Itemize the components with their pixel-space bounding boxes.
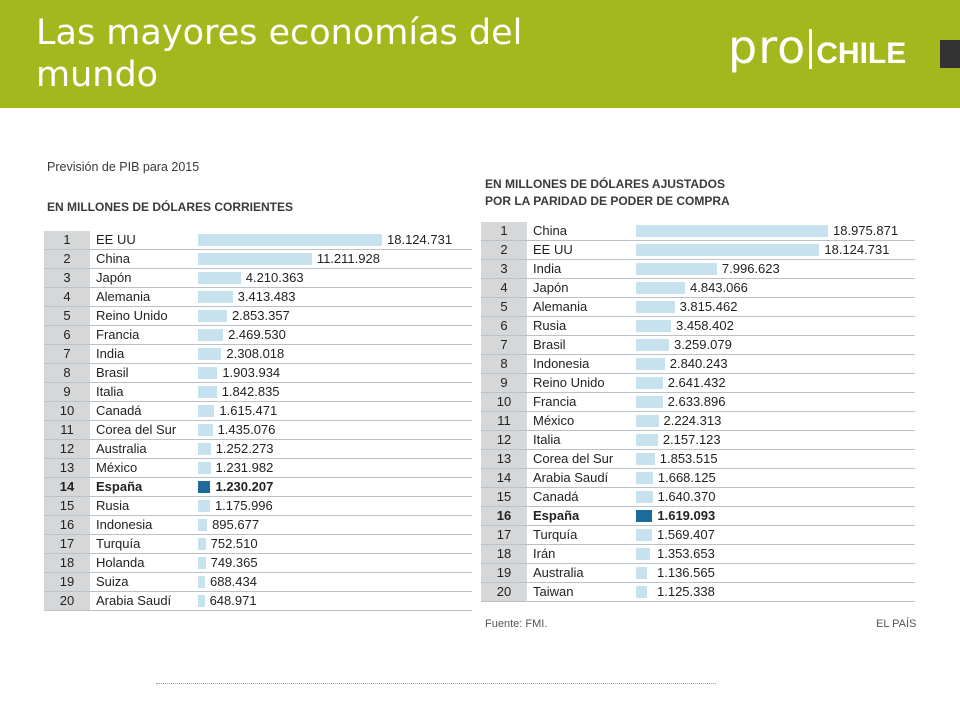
category-label: Italia xyxy=(533,432,561,447)
rank-label: 15 xyxy=(481,488,527,506)
bar xyxy=(198,576,205,588)
bar xyxy=(636,263,717,275)
value-label: 749.365 xyxy=(210,555,258,570)
rank-label: 16 xyxy=(481,507,527,525)
footer-divider xyxy=(156,683,716,684)
value-label: 2.641.432 xyxy=(667,375,726,390)
chart2-row xyxy=(481,260,915,279)
chart1-title: Previsión de PIB para 2015 xyxy=(47,160,200,174)
category-label: Suiza xyxy=(96,574,129,589)
category-label: EE UU xyxy=(533,242,573,257)
value-label: 2.853.357 xyxy=(231,308,290,323)
bar xyxy=(198,253,312,265)
category-label: Alemania xyxy=(533,299,588,314)
value-label: 18.124.731 xyxy=(387,232,453,247)
rank-label: 8 xyxy=(481,355,527,373)
value-label: 1.252.273 xyxy=(215,441,274,456)
rank-label: 9 xyxy=(481,374,527,392)
value-label: 3.458.402 xyxy=(675,318,734,333)
rank-label: 3 xyxy=(44,269,90,287)
rank-label: 1 xyxy=(44,231,90,249)
rank-label: 14 xyxy=(481,469,527,487)
rank-label: 14 xyxy=(44,478,90,496)
value-label: 895.677 xyxy=(212,517,260,532)
category-label: EE UU xyxy=(96,232,136,247)
publisher-credit: EL PAÍS xyxy=(876,618,917,630)
rank-label: 4 xyxy=(44,288,90,306)
rank-label: 5 xyxy=(481,298,527,316)
value-label: 7.996.623 xyxy=(721,261,780,276)
bar xyxy=(198,367,217,379)
bar xyxy=(636,548,650,560)
chart1-row xyxy=(44,592,472,611)
category-label: México xyxy=(96,460,138,475)
bar xyxy=(198,443,211,455)
rank-label: 6 xyxy=(481,317,527,335)
chart1-row xyxy=(44,307,472,326)
rank-label: 10 xyxy=(481,393,527,411)
bar xyxy=(636,244,819,256)
value-label: 1.353.653 xyxy=(657,546,715,561)
bar xyxy=(636,396,663,408)
value-label: 1.619.093 xyxy=(657,508,716,523)
chart2-row xyxy=(481,374,915,393)
chart2-table xyxy=(481,222,915,602)
category-label: España xyxy=(96,479,143,494)
category-label: Arabia Saudí xyxy=(533,470,609,485)
category-label: Australia xyxy=(96,441,147,456)
chart1-row xyxy=(44,554,472,573)
rank-label: 12 xyxy=(44,440,90,458)
chart2-row xyxy=(481,298,915,317)
rank-label: 13 xyxy=(44,459,90,477)
rank-label: 20 xyxy=(44,592,90,610)
chart2-row xyxy=(481,222,915,241)
chart2-row xyxy=(481,431,915,450)
category-label: Irán xyxy=(533,546,556,561)
chart1-row xyxy=(44,497,472,516)
category-label: China xyxy=(533,223,567,238)
category-label: España xyxy=(533,508,580,523)
logo-chile-text: CHILE xyxy=(816,37,907,70)
bar xyxy=(636,225,828,237)
category-label: Turquía xyxy=(96,536,141,551)
rank-label: 17 xyxy=(44,535,90,553)
bar xyxy=(636,586,647,598)
source-note: Fuente: FMI. xyxy=(485,618,548,630)
bar xyxy=(636,282,685,294)
chart2-row xyxy=(481,488,915,507)
category-label: Holanda xyxy=(96,555,145,570)
bar xyxy=(636,377,663,389)
bar xyxy=(636,339,669,351)
category-label: Arabia Saudí xyxy=(96,593,172,608)
rank-label: 5 xyxy=(44,307,90,325)
value-label: 752.510 xyxy=(210,536,258,551)
chart2-row xyxy=(481,469,915,488)
bar xyxy=(636,491,653,503)
chart1-row xyxy=(44,478,472,497)
value-label: 2.224.313 xyxy=(663,413,722,428)
category-label: Francia xyxy=(533,394,577,409)
bar xyxy=(198,557,206,569)
chart1-row xyxy=(44,459,472,478)
category-label: Alemania xyxy=(96,289,151,304)
category-label: México xyxy=(533,413,575,428)
value-label: 1.640.370 xyxy=(657,489,716,504)
chart2-row xyxy=(481,317,915,336)
value-label: 3.259.079 xyxy=(673,337,732,352)
rank-label: 18 xyxy=(481,545,527,563)
prochile-logo xyxy=(728,20,907,82)
bar xyxy=(198,595,205,607)
rank-label: 4 xyxy=(481,279,527,297)
value-label: 688.434 xyxy=(209,574,257,589)
chart1-row xyxy=(44,573,472,592)
value-label: 3.815.462 xyxy=(679,299,738,314)
bar xyxy=(636,358,665,370)
category-label: Francia xyxy=(96,327,140,342)
rank-label: 7 xyxy=(481,336,527,354)
category-label: Canadá xyxy=(533,489,579,504)
value-label: 1.231.982 xyxy=(215,460,274,475)
chart1-row xyxy=(44,402,472,421)
chart2-row xyxy=(481,393,915,412)
chart1-row xyxy=(44,383,472,402)
category-label: Indonesia xyxy=(533,356,590,371)
bar xyxy=(198,405,214,417)
bar xyxy=(636,453,655,465)
bar xyxy=(198,234,382,246)
rank-label: 2 xyxy=(44,250,90,268)
category-label: Indonesia xyxy=(96,517,153,532)
chart2-row xyxy=(481,564,915,583)
bar xyxy=(198,462,211,474)
bar xyxy=(198,348,221,360)
chart1-row xyxy=(44,326,472,345)
bar xyxy=(636,567,647,579)
category-label: Australia xyxy=(533,565,584,580)
category-label: India xyxy=(96,346,125,361)
bar xyxy=(198,481,210,493)
chart2-row xyxy=(481,279,915,298)
rank-label: 10 xyxy=(44,402,90,420)
chart2-row xyxy=(481,412,915,431)
bar xyxy=(198,310,227,322)
bar xyxy=(198,386,217,398)
value-label: 1.668.125 xyxy=(657,470,716,485)
slide-title: Las mayores economías del mundo xyxy=(36,13,523,95)
value-label: 1.125.338 xyxy=(657,584,715,599)
chart1-row xyxy=(44,440,472,459)
chart1-row xyxy=(44,269,472,288)
rank-label: 13 xyxy=(481,450,527,468)
category-label: Canadá xyxy=(96,403,142,418)
chart2-row xyxy=(481,450,915,469)
rank-label: 20 xyxy=(481,583,527,601)
category-label: China xyxy=(96,251,130,266)
category-label: India xyxy=(533,261,562,276)
rank-label: 11 xyxy=(44,421,90,439)
value-label: 1.903.934 xyxy=(222,365,281,380)
category-label: Corea del Sur xyxy=(96,422,177,437)
category-label: Italia xyxy=(96,384,124,399)
bar xyxy=(198,272,241,284)
chart1-row xyxy=(44,231,472,250)
value-label: 1.175.996 xyxy=(214,498,273,513)
rank-label: 7 xyxy=(44,345,90,363)
rank-label: 3 xyxy=(481,260,527,278)
value-label: 648.971 xyxy=(209,593,257,608)
chart2-title: EN MILLONES DE DÓLARES AJUSTADOS POR LA PARIDAD DE PODER DE COMPRA xyxy=(485,177,730,208)
value-label: 3.413.483 xyxy=(237,289,296,304)
chart1-row xyxy=(44,250,472,269)
bar xyxy=(636,472,653,484)
bar xyxy=(198,291,233,303)
bar xyxy=(198,424,213,436)
logo-pro-text: pro xyxy=(728,20,807,74)
category-label: Reino Unido xyxy=(533,375,605,390)
value-label: 1.136.565 xyxy=(657,565,715,580)
chart1-row xyxy=(44,364,472,383)
category-label: Japón xyxy=(96,270,132,285)
bar xyxy=(198,538,206,550)
chart1-row xyxy=(44,421,472,440)
value-label: 11.211.928 xyxy=(316,251,380,266)
category-label: Corea del Sur xyxy=(533,451,614,466)
rank-label: 18 xyxy=(44,554,90,572)
chart2-row xyxy=(481,545,915,564)
rank-label: 15 xyxy=(44,497,90,515)
category-label: Rusia xyxy=(533,318,567,333)
value-label: 1.615.471 xyxy=(219,403,278,418)
bar xyxy=(636,529,652,541)
logo-divider xyxy=(809,29,812,69)
value-label: 1.853.515 xyxy=(659,451,718,466)
bar xyxy=(198,500,210,512)
slide-header xyxy=(0,0,960,108)
category-label: Reino Unido xyxy=(96,308,168,323)
chart1-row xyxy=(44,288,472,307)
rank-label: 11 xyxy=(481,412,527,430)
rank-label: 12 xyxy=(481,431,527,449)
chart1-table xyxy=(44,231,472,611)
value-label: 2.469.530 xyxy=(228,327,286,342)
rank-label: 19 xyxy=(481,564,527,582)
category-label: Brasil xyxy=(96,365,129,380)
bar xyxy=(636,415,659,427)
chart1-row xyxy=(44,345,472,364)
value-label: 2.633.896 xyxy=(667,394,726,409)
category-label: Turquía xyxy=(533,527,578,542)
bar xyxy=(636,434,658,446)
chart2-row xyxy=(481,241,915,260)
rank-label: 8 xyxy=(44,364,90,382)
chart2-row xyxy=(481,583,915,602)
value-label: 1.435.076 xyxy=(217,422,276,437)
value-label: 4.210.363 xyxy=(245,270,304,285)
bar xyxy=(198,519,207,531)
bar xyxy=(636,320,671,332)
rank-label: 19 xyxy=(44,573,90,591)
value-label: 18.124.731 xyxy=(824,242,890,257)
category-label: Japón xyxy=(533,280,569,295)
rank-label: 1 xyxy=(481,222,527,240)
chart2-row xyxy=(481,355,915,374)
value-label: 2.840.243 xyxy=(669,356,728,371)
rank-label: 16 xyxy=(44,516,90,534)
rank-label: 2 xyxy=(481,241,527,259)
category-label: Taiwan xyxy=(533,584,574,599)
chart1-subtitle: EN MILLONES DE DÓLARES CORRIENTES xyxy=(47,200,294,214)
chart2-row xyxy=(481,526,915,545)
rank-label: 6 xyxy=(44,326,90,344)
category-label: Brasil xyxy=(533,337,566,352)
value-label: 1.842.835 xyxy=(221,384,280,399)
bar xyxy=(198,329,223,341)
chart2-row xyxy=(481,507,915,526)
value-label: 4.843.066 xyxy=(690,280,748,295)
logo-square xyxy=(940,40,960,68)
value-label: 1.569.407 xyxy=(657,527,715,542)
value-label: 2.308.018 xyxy=(226,346,285,361)
bar xyxy=(636,510,652,522)
value-label: 2.157.123 xyxy=(662,432,721,447)
value-label: 18.975.871 xyxy=(833,223,899,238)
bar xyxy=(636,301,675,313)
chart2-row xyxy=(481,336,915,355)
rank-label: 17 xyxy=(481,526,527,544)
category-label: Rusia xyxy=(96,498,130,513)
value-label: 1.230.207 xyxy=(215,479,274,494)
rank-label: 9 xyxy=(44,383,90,401)
chart1-row xyxy=(44,516,472,535)
chart1-row xyxy=(44,535,472,554)
